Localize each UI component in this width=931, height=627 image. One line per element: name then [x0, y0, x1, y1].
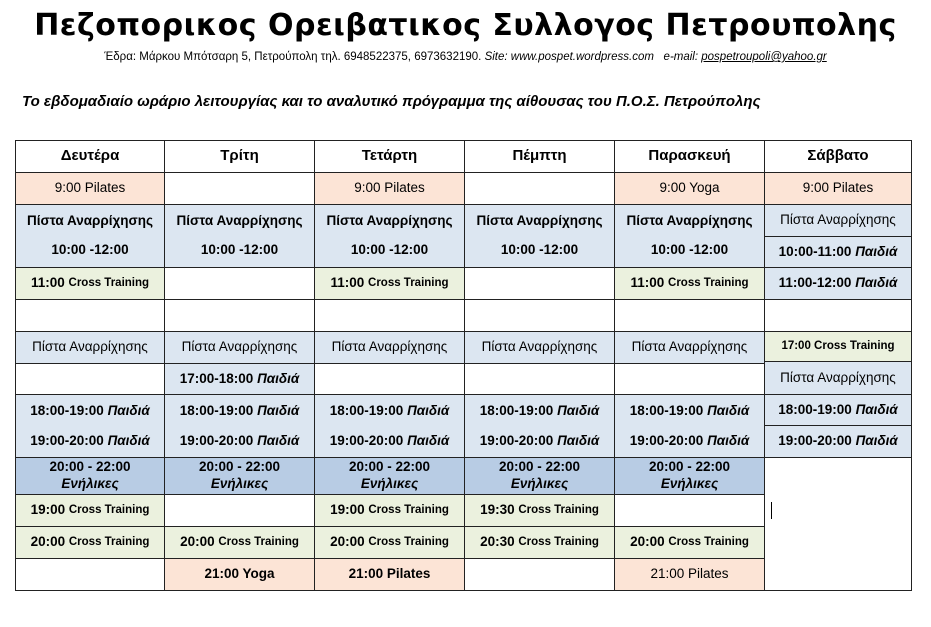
- fri-adults: [614, 457, 765, 495]
- wall-time: 10:00 -12:00: [350, 242, 429, 257]
- time-text: 10:00-11:00: [778, 243, 852, 259]
- tue-adults: [164, 457, 315, 495]
- class-text: Cross Training: [518, 504, 599, 517]
- thu-wall-evening: Πίστα Αναρρίχησης: [464, 331, 615, 364]
- wed-wall-evening: Πίστα Αναρρίχησης: [314, 331, 465, 364]
- tue-cross-training-2000: [164, 526, 315, 559]
- adults-text: Ενήλικες: [61, 476, 119, 491]
- site-label: Site:: [484, 51, 508, 63]
- club-title: Πεζοπορικος Ορειβατικος Συλλογος Πετρουπολης: [34, 8, 897, 43]
- tue-wall-evening: Πίστα Αναρρίχησης: [164, 331, 315, 364]
- thu-cross-training-1930: [464, 494, 615, 527]
- kids-text: Παιδιά: [855, 401, 898, 417]
- wall-time: 10:00 -12:00: [500, 242, 579, 257]
- time-text: 20:00: [630, 534, 665, 550]
- time-text: 20:00: [180, 534, 215, 550]
- adults-text: Ενήλικες: [360, 476, 419, 491]
- fri-empty-1900: [614, 494, 765, 527]
- wall-time: 10:00 -12:00: [650, 242, 729, 257]
- mon-wall-evening: Πίστα Αναρρίχησης: [15, 331, 165, 364]
- time-text: 20:00: [30, 534, 66, 550]
- kids-1920: 19:00-20:00 Παιδιά: [329, 432, 450, 448]
- sat-wall-evening: Πίστα Αναρρίχησης: [764, 361, 912, 395]
- class-text: Cross Training: [218, 536, 299, 549]
- mon-empty-1700: [15, 363, 165, 395]
- time-text: 20:00 - 22:00: [648, 459, 731, 475]
- sat-empty-evening: [764, 457, 912, 591]
- wed-adults: [314, 457, 465, 495]
- tue-yoga-2100: 21:00 Yoga: [164, 558, 315, 591]
- mon-pilates-0900: 9:00 Pilates: [15, 172, 165, 205]
- sat-kids-1112: [764, 267, 912, 300]
- mon-wall-morning: [15, 204, 165, 268]
- time-text: 19:00-20:00: [778, 433, 852, 449]
- wall-label: Πίστα Αναρρίχησης: [476, 213, 603, 229]
- time-text: 11:00: [630, 275, 665, 291]
- day-header-wed: Τετάρτη: [314, 140, 465, 173]
- tue-wall-morning: [164, 204, 315, 268]
- spacer-cell: [764, 299, 912, 332]
- time-text: 19:30: [480, 502, 515, 518]
- class-text: Cross Training: [68, 277, 150, 290]
- wed-cross-training-1900: [314, 494, 465, 527]
- spacer-cell: [464, 299, 615, 332]
- kids-text: Παιδιά: [855, 433, 898, 449]
- day-header-thu: Πέμπτη: [464, 140, 615, 173]
- wed-pilates-0900: 9:00 Pilates: [314, 172, 465, 205]
- time-text: 19:00: [30, 502, 66, 518]
- wall-label: Πίστα Αναρρίχησης: [176, 213, 303, 229]
- sat-kids-1920: [764, 425, 912, 458]
- thu-empty-2100: [464, 558, 615, 591]
- kids-1819: 18:00-19:00 Παιδιά: [629, 402, 750, 418]
- time-text: 20:00: [330, 534, 365, 550]
- adults-text: Ενήλικες: [660, 476, 719, 491]
- address-text: Έδρα: Μάρκου Μπότσαρη 5, Πετρούπολη τηλ. 6948522375, 6973632190.: [104, 51, 482, 63]
- class-text: Cross Training: [68, 504, 150, 517]
- kids-1819: 18:00-19:00 Παιδιά: [179, 402, 300, 418]
- email-link[interactable]: pospetroupoli@yahoo.gr: [701, 51, 827, 63]
- sat-cross-training-1700: [764, 331, 912, 362]
- class-text: Cross Training: [368, 536, 449, 549]
- sat-pilates-0900: 9:00 Pilates: [764, 172, 912, 205]
- spacer-cell: [15, 299, 165, 332]
- class-text: 17:00 Cross Training: [781, 340, 895, 353]
- time-text: 20:30: [480, 534, 515, 550]
- adults-text: Ενήλικες: [510, 476, 569, 491]
- thu-cross-training-2030: [464, 526, 615, 559]
- class-text: Cross Training: [68, 536, 150, 549]
- thu-wall-morning: [464, 204, 615, 268]
- fri-pilates-2100: 21:00 Pilates: [614, 558, 765, 591]
- day-header-mon: Δευτέρα: [15, 140, 165, 173]
- kids-1920: 19:00-20:00 Παιδιά: [629, 432, 750, 448]
- kids-1920: 19:00-20:00 Παιδιά: [179, 432, 300, 448]
- sat-kids-1819: [764, 394, 912, 426]
- time-text: 20:00 - 22:00: [348, 459, 431, 475]
- thu-empty-morning: [464, 172, 615, 205]
- fri-wall-morning: [614, 204, 765, 268]
- wall-time: 10:00 -12:00: [51, 242, 129, 257]
- mon-cross-training-1100: [15, 267, 165, 300]
- spacer-cell: [164, 299, 315, 332]
- day-header-sat: Σάββατο: [764, 140, 912, 173]
- fri-wall-evening: Πίστα Αναρρίχησης: [614, 331, 765, 364]
- class-text: Cross Training: [518, 536, 599, 549]
- time-text: 20:00 - 22:00: [198, 459, 281, 475]
- time-text: 20:00 - 22:00: [49, 459, 131, 475]
- tue-empty-1100: [164, 267, 315, 300]
- site-link[interactable]: www.pospet.wordpress.com: [510, 51, 654, 63]
- sat-kids-1011: [764, 236, 912, 268]
- schedule-subtitle: Το εβδομαδιαίο ωράριο λειτουργίας και το αναλυτικό πρόγραμμα της αίθουσας του Π.Ο.Σ. Πετρούπολης: [22, 93, 761, 110]
- kids-text: Παιδιά: [855, 275, 898, 291]
- wed-empty-1700: [314, 363, 465, 395]
- kids-text: Παιδιά: [257, 370, 300, 386]
- class-text: Cross Training: [368, 277, 449, 290]
- time-text: 11:00: [30, 275, 65, 291]
- mon-empty-2100: [15, 558, 165, 591]
- wed-kids-evening: [314, 394, 465, 458]
- wall-label: Πίστα Αναρρίχησης: [27, 213, 153, 229]
- fri-empty-1700: [614, 363, 765, 395]
- kids-1819: 18:00-19:00 Παιδιά: [479, 402, 600, 418]
- class-text: Cross Training: [368, 504, 449, 517]
- fri-cross-training-1100: [614, 267, 765, 300]
- wall-label: Πίστα Αναρρίχησης: [326, 213, 453, 229]
- fri-yoga-0900: 9:00 Yoga: [614, 172, 765, 205]
- time-text: 11:00-12:00: [778, 275, 852, 291]
- fri-kids-evening: [614, 394, 765, 458]
- kids-1819: 18:00-19:00 Παιδιά: [30, 402, 150, 418]
- spacer-cell: [314, 299, 465, 332]
- sat-wall-morning: Πίστα Αναρρίχησης: [764, 204, 912, 237]
- time-text: 18:00-19:00: [778, 401, 852, 417]
- kids-1819: 18:00-19:00 Παιδιά: [329, 402, 450, 418]
- kids-text: Παιδιά: [855, 243, 898, 259]
- adults-text: Ενήλικες: [210, 476, 269, 491]
- time-text: 20:00 - 22:00: [498, 459, 581, 475]
- wed-pilates-2100: 21:00 Pilates: [314, 558, 465, 591]
- thu-kids-evening: [464, 394, 615, 458]
- text-cursor: [771, 502, 772, 519]
- email-label: e-mail:: [663, 51, 699, 63]
- wed-wall-morning: [314, 204, 465, 268]
- class-text: Cross Training: [668, 536, 749, 549]
- wall-time: 10:00 -12:00: [200, 242, 279, 257]
- spacer-cell: [614, 299, 765, 332]
- kids-1920: 19:00-20:00 Παιδιά: [30, 432, 150, 448]
- mon-cross-training-2000: [15, 526, 165, 559]
- day-header-tue: Τρίτη: [164, 140, 315, 173]
- tue-kids-1718: [164, 363, 315, 395]
- time-text: 17:00-18:00: [179, 370, 254, 386]
- mon-kids-evening: [15, 394, 165, 458]
- class-text: Cross Training: [668, 277, 749, 290]
- thu-empty-1100: [464, 267, 615, 300]
- wed-cross-training-1100: [314, 267, 465, 300]
- tue-empty-morning: [164, 172, 315, 205]
- mon-cross-training-1900: [15, 494, 165, 527]
- tue-empty-1900: [164, 494, 315, 527]
- fri-cross-training-2000: [614, 526, 765, 559]
- mon-adults: [15, 457, 165, 495]
- thu-adults: [464, 457, 615, 495]
- thu-empty-1700: [464, 363, 615, 395]
- kids-1920: 19:00-20:00 Παιδιά: [479, 432, 600, 448]
- time-text: 11:00: [330, 275, 365, 291]
- tue-kids-evening: [164, 394, 315, 458]
- wed-cross-training-2000: [314, 526, 465, 559]
- wall-label: Πίστα Αναρρίχησης: [626, 213, 753, 229]
- day-header-fri: Παρασκευή: [614, 140, 765, 173]
- time-text: 19:00: [330, 502, 365, 518]
